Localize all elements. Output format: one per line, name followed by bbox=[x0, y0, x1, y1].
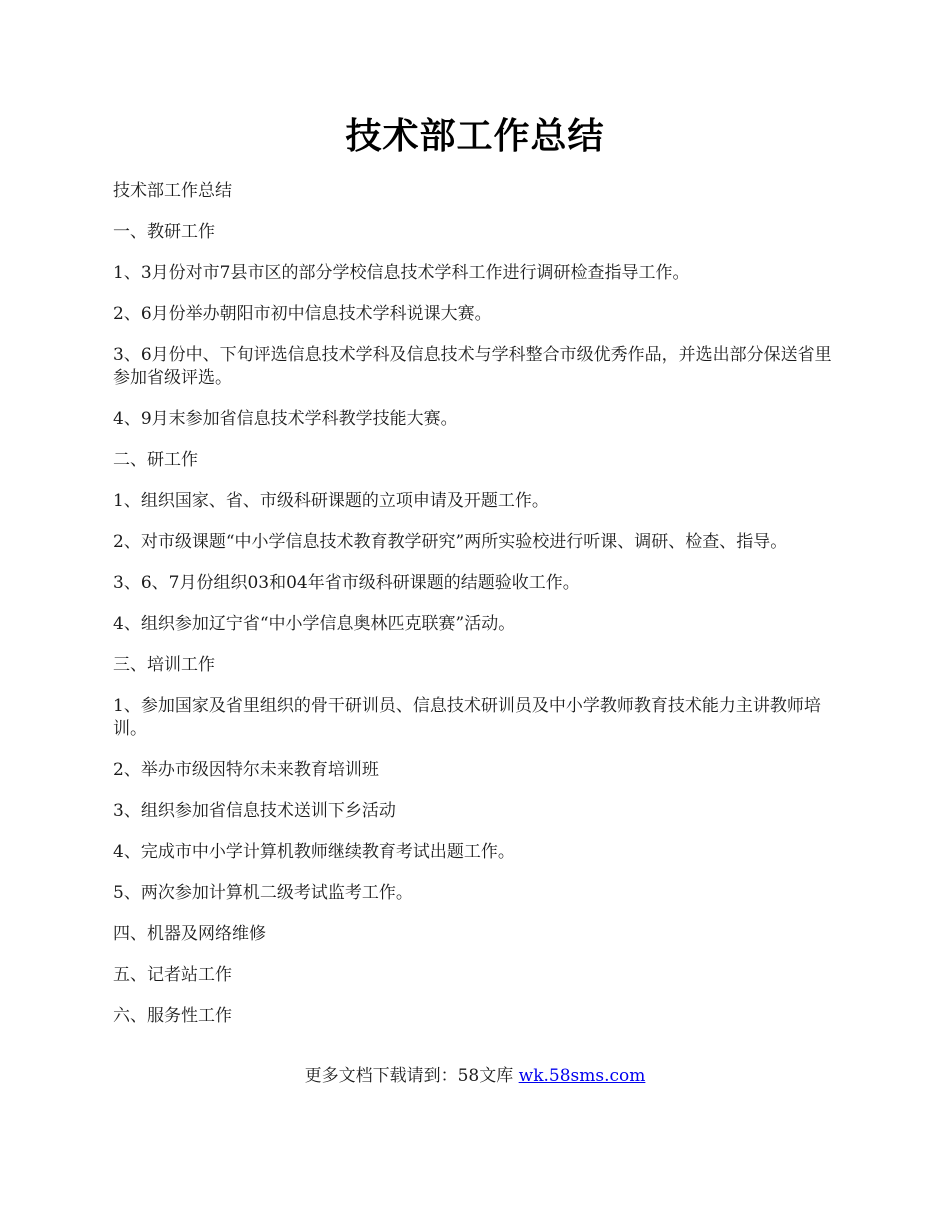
download-footer bbox=[0, 1064, 950, 1088]
footer-link[interactable]: wk.58sms.com bbox=[518, 1066, 646, 1086]
footer-text: 更多文档下载请到：58文库 bbox=[304, 1066, 519, 1086]
document-title: 技术部工作总结 bbox=[345, 115, 605, 157]
paragraph: 4、9月末参加省信息技术学科教学技能大赛。 bbox=[113, 409, 458, 429]
section-heading-maintenance: 四、机器及网络维修 bbox=[113, 924, 266, 944]
section-heading-teaching-research: 一、教研工作 bbox=[113, 222, 215, 242]
paragraph: 4、组织参加辽宁省“中小学信息奥林匹克联赛”活动。 bbox=[113, 614, 516, 634]
paragraph-intro: 技术部工作总结 bbox=[113, 181, 232, 201]
paragraph: 5、两次参加计算机二级考试监考工作。 bbox=[113, 883, 413, 903]
paragraph: 1、参加国家及省里组织的骨干研训员、信息技术研训员及中小学教师教育技术能力主讲教师培训。 bbox=[113, 696, 821, 739]
section-heading-research: 二、研工作 bbox=[113, 450, 198, 470]
section-heading-service: 六、服务性工作 bbox=[113, 1006, 232, 1026]
paragraph: 3、6、7月份组织03和04年省市级科研课题的结题验收工作。 bbox=[113, 573, 580, 593]
paragraph: 2、6月份举办朝阳市初中信息技术学科说课大赛。 bbox=[113, 304, 492, 324]
section-heading-training: 三、培训工作 bbox=[113, 655, 215, 675]
section-heading-reporter-station: 五、记者站工作 bbox=[113, 965, 232, 985]
paragraph: 3、6月份中、下旬评选信息技术学科及信息技术与学科整合市级优秀作品，并选出部分保送省里参加省级评选。 bbox=[113, 345, 832, 388]
paragraph: 2、举办市级因特尔未来教育培训班 bbox=[113, 760, 379, 780]
paragraph: 3、组织参加省信息技术送训下乡活动 bbox=[113, 801, 396, 821]
paragraph: 2、对市级课题“中小学信息技术教育教学研究”两所实验校进行听课、调研、检查、指导。 bbox=[113, 532, 788, 552]
paragraph: 1、3月份对市7县市区的部分学校信息技术学科工作进行调研检查指导工作。 bbox=[113, 263, 690, 283]
paragraph: 1、组织国家、省、市级科研课题的立项申请及开题工作。 bbox=[113, 491, 549, 511]
paragraph: 4、完成市中小学计算机教师继续教育考试出题工作。 bbox=[113, 842, 515, 862]
document-body bbox=[113, 180, 835, 1046]
